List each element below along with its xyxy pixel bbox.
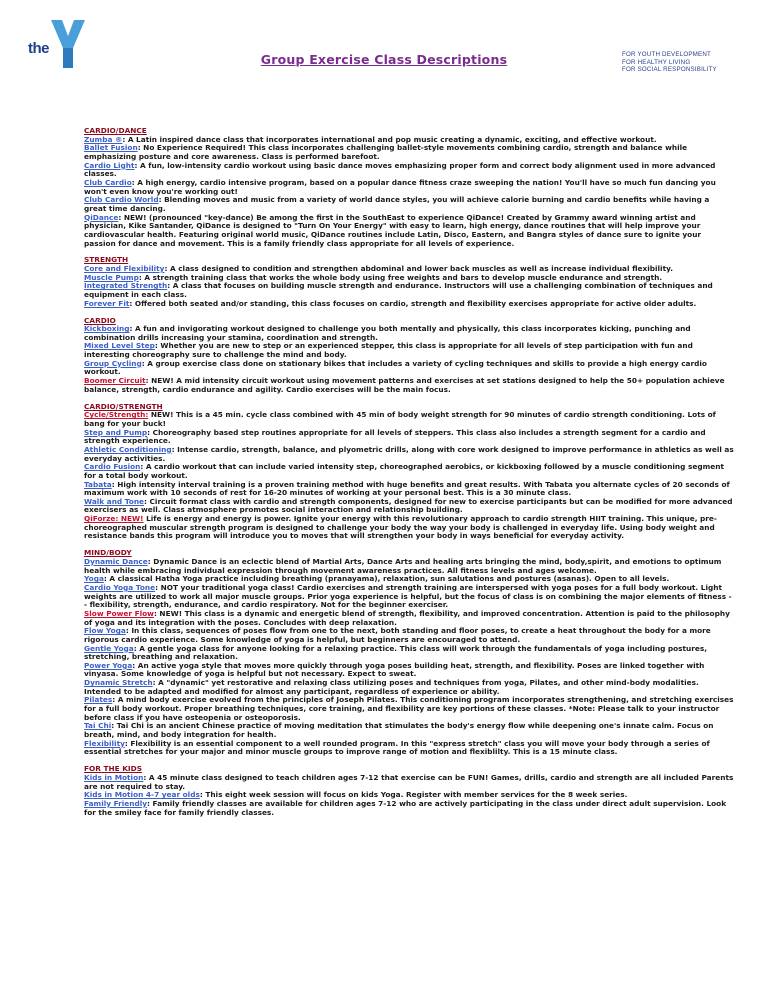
class-description: : A 45 minute class designed to teach children ages 7-12 that exercise can be FUN! Games, drills, cardio and strength are all included Parents are not required to stay. — [84, 772, 734, 791]
class-name: Mixed Level Step — [84, 341, 155, 351]
class-name: Core and Flexibility — [84, 264, 165, 274]
tagline — [622, 51, 717, 74]
class-name: Dynamic Dance — [84, 556, 148, 566]
class-entry — [84, 144, 734, 161]
class-description: : Dynamic Dance is an eclectic blend of Martial Arts, Dance Arts and healing arts bringing the mind, body,spirit, and emotions to optimum health while embracing individual expression through movement awareness practices. All fitness levels and ages welcome. — [84, 556, 722, 575]
page-title: Group Exercise Class Descriptions — [260, 52, 508, 67]
section-title: CARDIO/STRENGTH — [84, 401, 163, 411]
class-description: : Whether you are new to step or an experienced stepper, this class is appropriate for all levels of step participation with fun and interesting choreography sure to challenge the mind and body. — [84, 341, 693, 360]
class-name: Walk and Tone — [84, 496, 145, 506]
class-description: : A strength training class that works the whole body using free weights and bars to develop muscle endurance and strength. — [138, 272, 663, 282]
class-description: : An active yoga style that moves more quickly through yoga poses building heat, strength, and flexibility. Poses are linked together with vinyasa. Some knowledge of yoga is helpful but not necessary. Expect to sweat. — [84, 660, 705, 679]
class-entry — [84, 662, 734, 679]
class-description: : Choreography based step routines appropriate for all levels of steppers. This class also includes a strength segment for a cardio and strength experience. — [84, 427, 706, 446]
class-name: Pilates — [84, 695, 113, 705]
class-name: Kickboxing — [84, 324, 130, 334]
class-entry — [84, 679, 734, 696]
section-title: MIND/BODY — [84, 548, 132, 558]
class-name: Flexibility — [84, 738, 125, 748]
class-name: Zumba ® — [84, 134, 123, 144]
class-name: Kids in Motion 4-7 year olds — [84, 790, 200, 800]
class-name: Family Friendly — [84, 798, 148, 808]
class-entry — [84, 179, 734, 196]
class-description: : Offered both seated and/or standing, this class focuses on cardio, strength and flexibility exercises appropriate for active older adults. — [129, 298, 697, 308]
section-title: STRENGTH — [84, 255, 129, 265]
class-entry — [84, 627, 734, 644]
class-description: : Family friendly classes are available for children ages 7-12 who are actively participating in the class under direct adult supervision. Look for the smiley face for family friendly classes. — [84, 798, 727, 817]
class-entry — [84, 196, 734, 213]
class-description: : A classical Hatha Yoga practice including breathing (pranayama), relaxation, sun salutations and postures (asanas). Open to all levels. — [103, 574, 670, 584]
class-name: Group Cycling — [84, 358, 142, 368]
section-mind-body — [84, 549, 734, 757]
class-description: : A class that focuses on building muscle strength and endurance. Instructors will use a challenging combination of techniques and equipment in each class. — [84, 281, 713, 299]
class-description: : A gentle yoga class for anyone looking for a relaxing practice. This class will work through the fundamentals of yoga including postures, stretching, breathing and relaxation. — [84, 643, 708, 662]
class-description: : A mind body exercise evolved from the principles of Joseph Pilates. This conditioning program incorporates strengthening, and stretching exercises for a full body workout. Proper breathing techniques, core training, and flexibility are key portions of these classes. *Note: Please talk to your instructor before class if you have osteopenia or osteoporosis. — [84, 695, 734, 722]
class-description: : A class designed to condition and strengthen abdominal and lower back muscles as well as increase individual flexibility. — [164, 264, 673, 274]
class-name: Flow Yoga — [84, 626, 126, 636]
class-entry — [84, 429, 734, 446]
class-name: Step and Pump — [84, 427, 148, 437]
class-name: Boomer Circuit — [84, 376, 146, 386]
class-description: : A cardio workout that can include varied intensity step, choreographed aerobics, or kickboxing followed by a muscle conditioning segment for a total body workout. — [84, 462, 724, 480]
class-entry — [84, 162, 734, 179]
section-title: FOR THE KIDS — [84, 764, 143, 774]
class-description: : NOT your traditional yoga class! Cardio exercises and strength training are interspersed with yoga poses for a full body workout. Light weights are utilized to work all major muscle groups. Prior yoga experience is helpful, but the focus of class is on combining the major elements of fitness -- flexibility, strength, endurance, and cardio respiratory. Not for the beginner exerciser. — [84, 582, 732, 610]
class-description: : NEW! (pronounced "key-dance) Be among the first in the SouthEast to experience QiDance! Created by Grammy award winning artist and physician, Kike Santander, QiDance is designed to "Turn On Your Energy" with easy to learn, high energy, dance routines that will help improve your cardiovascular health. Featuring original world music, QiDance routines include Latin, Disco, Eastern, and Bangra styles of dance sure to ignite your passion for dance and movement. This is a family friendly class appropriate for all levels of experience. — [84, 212, 702, 248]
class-name: Muscle Pump — [84, 272, 139, 282]
class-description: : This eight week session will focus on kids Yoga. Register with member services for the 8 week series. — [199, 790, 628, 800]
section-cardio-strength — [84, 403, 734, 542]
page-header — [0, 0, 768, 110]
section-cardio — [84, 317, 734, 395]
class-entry — [84, 774, 734, 791]
class-name: Yoga — [84, 574, 104, 584]
class-name: Kids in Motion — [84, 772, 144, 782]
class-description: : Intense cardio, strength, balance, and plyometric drills, along with core work designed to improve performance in athletics as well as everyday activities. — [84, 444, 734, 463]
class-description: : NEW! This class is a dynamic and energetic blend of strength, flexibility, and improved concentration. Attention is paid to the philosophy of yoga and its integration with the poses. Concludes with deep relaxation. — [84, 608, 730, 627]
class-name: Gentle Yoga — [84, 643, 134, 653]
class-entry — [84, 498, 734, 515]
class-name: Power Yoga — [84, 660, 133, 670]
class-name: Forever Fit — [84, 298, 130, 308]
class-name: Ballet Fusion — [84, 143, 138, 153]
class-description: : Blending moves and music from a variety of world dance styles, you will achieve calorie burning and cardio benefits while having a great time dancing. — [84, 195, 710, 213]
section-title: CARDIO/DANCE — [84, 126, 147, 135]
class-entry — [84, 696, 734, 722]
class-descriptions — [84, 127, 734, 825]
class-entry — [84, 800, 734, 817]
class-description: : A fun, low-intensity cardio workout using basic dance moves emphasizing proper form and correct body alignment used in more advanced classes. — [84, 160, 716, 179]
class-entry — [84, 300, 734, 309]
class-entry — [84, 360, 734, 377]
class-name: Tai Chi — [84, 721, 112, 731]
class-description: : A group exercise class done on stationary bikes that includes a variety of cycling techniques and skills to provide a high energy cardio workout. — [84, 358, 707, 377]
class-entry — [84, 558, 734, 575]
class-description: : Flexibility is an essential component to a well rounded program. In this "express stretch" class you will move your body through a series of essential stretches for your major and minor muscle groups to improve range of motion and flexiblilty. This is a 15 minute class. — [84, 738, 710, 757]
class-description: : High intensity interval training is a proven training method with huge benefits and great results. With Tabata you alternate cycles of 20 seconds of maximum work with 10 seconds of rest for 16-20 minutes of working at your personal best. This is a 30 minute class. — [84, 479, 730, 498]
class-entry — [84, 342, 734, 359]
class-description: : A Latin inspired dance class that incorporates international and pop music creating a dynamic, exciting, and effective workout. — [122, 134, 657, 144]
class-name: QiDance — [84, 212, 119, 222]
class-entry — [84, 325, 734, 342]
class-entry — [84, 584, 734, 610]
section-title: CARDIO — [84, 315, 116, 325]
class-name: QiForze: NEW! — [84, 514, 144, 524]
class-entry — [84, 282, 734, 299]
class-description: : Tai Chi is an ancient Chinese practice of moving meditation that stimulates the body's energy flow while deepening one's innate calm. Focus on breath, mind, and body integration for health. — [84, 721, 714, 740]
class-name: Athletic Conditioning — [84, 444, 172, 454]
tagline-line: FOR SOCIAL RESPONSIBILITY — [622, 66, 717, 73]
class-entry — [84, 446, 734, 463]
class-name: Cardio Yoga Tone — [84, 582, 156, 592]
class-description: : Circuit format class with cardio and strength components, designed for new to exercise participants but can be modified for more advanced exercisers as well. Class atmosphere promotes social interaction and relationship building. — [84, 496, 733, 515]
class-name: Cardio Fusion — [84, 462, 141, 472]
section-for-the-kids — [84, 765, 734, 817]
class-description: : A high energy, cardio intensive program, based on a popular dance fitness craze sweeping the nation! You'll have so much fun dancing you won't even know you're working out! — [84, 177, 716, 196]
class-description: : A fun and invigorating workout designed to challenge you both mentally and physically, this class incorporates kicking, punching and combination drills increasing your stamina, coordination and strength. — [84, 324, 691, 342]
class-name: Tabata — [84, 479, 112, 489]
tagline-line: FOR HEALTHY LIVING — [622, 58, 691, 66]
logo-the-text: the — [28, 40, 49, 57]
section-strength — [84, 256, 734, 308]
class-description: : In this class, sequences of poses flow from one to the next, both standing and floor poses, to create a heat throughout the body for a more rigorous cardio experience. Some knowledge of yoga is helpful, but beginners are encouraged to attend. — [84, 626, 711, 644]
class-entry — [84, 610, 734, 627]
class-entry — [84, 722, 734, 739]
class-entry — [84, 481, 734, 498]
class-name: Slow Power Flow — [84, 608, 154, 618]
class-entry — [84, 645, 734, 662]
class-entry — [84, 411, 734, 428]
class-entry — [84, 214, 734, 249]
class-description: : NEW! A mid intensity circuit workout using movement patterns and exercises at set stations designed to help the 50+ population achieve balance, strength, cardio endurance and agility. Cardio exercises will be the main focus. — [84, 376, 725, 394]
class-entry — [84, 740, 734, 757]
tagline-line: FOR YOUTH DEVELOPMENT — [622, 51, 712, 58]
section-cardio-dance — [84, 127, 734, 248]
class-description: Life is energy and energy is power. Ignite your energy with this revolutionary approach to cardio strength HIIT training. This unique, pre-choreographed muscular strength program is designed to challenge your body the way your body is challenged in everyday life. Using body weight and resistance bands this program will introduce you to moves that will strengthen your body in ways beneficial for everyday activity. — [84, 514, 717, 541]
class-description: NEW! This is a 45 min. cycle class combined with 45 min of body weight strength for 90 minutes of cardio strength conditioning. Lots of bang for your buck! — [84, 410, 716, 428]
class-name: Cardio Light — [84, 160, 135, 170]
class-name: Club Cardio — [84, 177, 132, 187]
class-name: Integrated Strength — [84, 281, 168, 291]
class-entry — [84, 463, 734, 480]
class-name: Club Cardio World — [84, 195, 159, 205]
class-entry — [84, 377, 734, 394]
class-description: : No Experience Required! This class incorporates challenging ballet-style movements combining cardio, strength and balance while emphasizing posture and core awareness. Class is performed barefoot. — [84, 143, 688, 161]
class-name: Dynamic Stretch — [84, 678, 153, 688]
class-name: Cycle/Strength: — [84, 410, 149, 420]
class-description: : A "dynamic" yet restorative and relaxing class utilizing poses and techniques from yoga, Pilates, and other mind-body modalities. Intended to be adapted and modified for almost any participant, regardless of experience or ability. — [84, 678, 699, 696]
class-entry — [84, 515, 734, 541]
